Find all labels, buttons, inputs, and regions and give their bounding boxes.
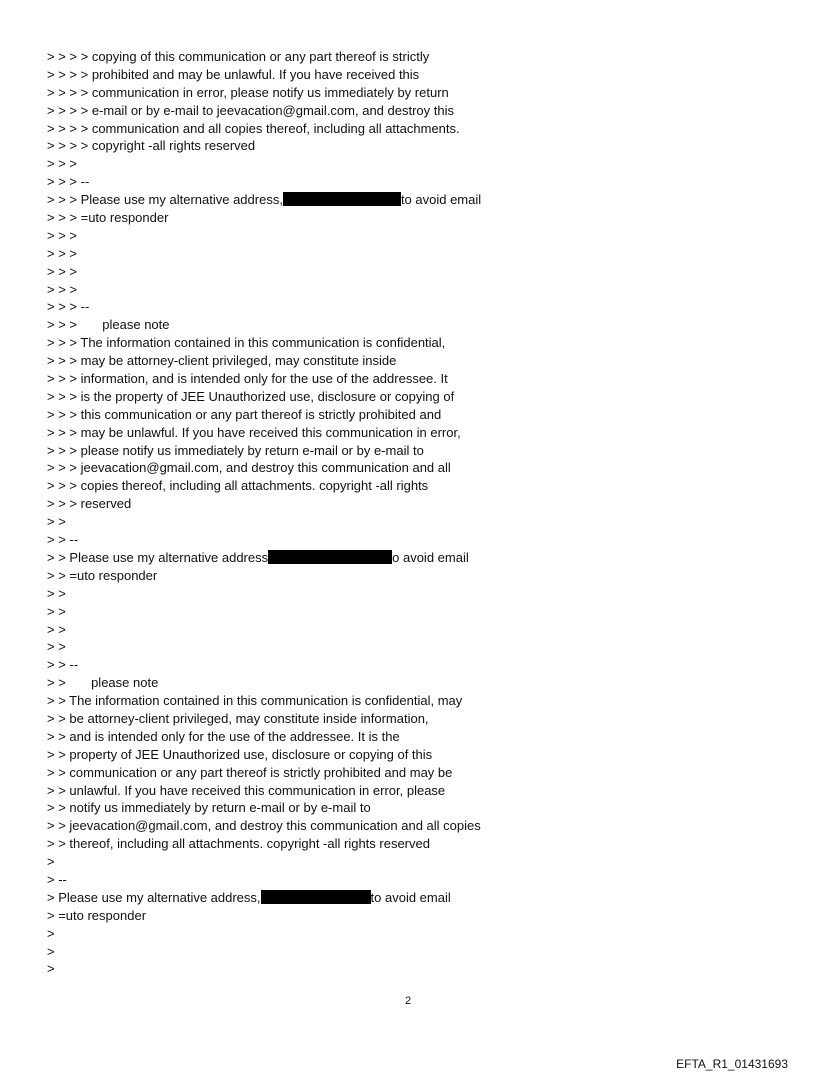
line-text-before-redaction: > Please use my alternative address,	[47, 889, 261, 905]
email-body	[47, 48, 787, 978]
text-line: > > > copies thereof, including all attachments. copyright -all rights	[47, 478, 429, 494]
text-line	[47, 191, 787, 209]
text-line: > > > > e-mail or by e-mail to jeevacation@gmail.com, and destroy this	[47, 102, 454, 118]
redaction-block	[268, 550, 392, 564]
text-line: > > >	[47, 156, 77, 172]
text-line: >	[47, 943, 55, 959]
text-line: > > > --	[47, 174, 90, 190]
text-line: > > >	[47, 245, 77, 261]
line-text-before-redaction: > > Please use my alternative address	[47, 549, 269, 565]
text-line: > > > reserved	[47, 496, 132, 512]
page-number: 2	[404, 995, 412, 1007]
text-line: > >	[47, 585, 66, 601]
text-line: >	[47, 925, 55, 941]
text-line: > > notify us immediately by return e-mail or by e-mail to	[47, 800, 371, 816]
redaction-block	[261, 890, 371, 904]
text-line: > > --	[47, 657, 79, 673]
text-line: > > The information contained in this communication is confidential, may	[47, 693, 463, 709]
redaction-block	[283, 192, 401, 206]
line-text-before-redaction: > > > Please use my alternative address,	[47, 192, 283, 208]
text-line: > > >	[47, 227, 77, 243]
text-line: > --	[47, 871, 67, 887]
text-line: > > communication or any part thereof is strictly prohibited and may be	[47, 764, 453, 780]
text-line: > > > jeevacation@gmail.com, and destroy this communication and all	[47, 460, 451, 476]
line-text-after-redaction: o avoid email	[392, 549, 469, 565]
text-line: > > please note	[47, 675, 159, 691]
document-id: EFTA_R1_01431693	[676, 1057, 788, 1071]
line-text-after-redaction: to avoid email	[400, 192, 482, 208]
text-line: > > > please note	[47, 317, 170, 333]
text-line: >	[47, 961, 55, 977]
text-line	[47, 889, 787, 907]
text-line: > > jeevacation@gmail.com, and destroy this communication and all copies	[47, 818, 481, 834]
text-line: > =uto responder	[47, 907, 147, 923]
text-line: > > > --	[47, 299, 90, 315]
text-line: > >	[47, 621, 66, 637]
text-line: > > thereof, including all attachments. copyright -all rights reserved	[47, 836, 430, 852]
text-line: > > > > communication and all copies thereof, including all attachments.	[47, 120, 460, 136]
text-line: > > unlawful. If you have received this communication in error, please	[47, 782, 446, 798]
text-line: > > > please notify us immediately by return e-mail or by e-mail to	[47, 442, 424, 458]
text-line: > > >	[47, 281, 77, 297]
text-line: > > > > communication in error, please notify us immediately by return	[47, 84, 449, 100]
text-line: > > > > prohibited and may be unlawful. If you have received this	[47, 66, 420, 82]
text-line: > > and is intended only for the use of the addressee. It is the	[47, 728, 400, 744]
text-line: > > > is the property of JEE Unauthorized use, disclosure or copying of	[47, 388, 455, 404]
text-line: > >	[47, 514, 66, 530]
text-line: > > property of JEE Unauthorized use, disclosure or copying of this	[47, 746, 433, 762]
text-line: > > > may be attorney-client privileged, may constitute inside	[47, 353, 397, 369]
text-line: > > >	[47, 263, 77, 279]
text-line: > > be attorney-client privileged, may constitute inside information,	[47, 710, 429, 726]
text-line: > > =uto responder	[47, 567, 158, 583]
text-line: > > --	[47, 532, 79, 548]
text-line: > > > may be unlawful. If you have received this communication in error,	[47, 424, 461, 440]
text-line: > >	[47, 639, 66, 655]
text-line: > > > this communication or any part thereof is strictly prohibited and	[47, 406, 442, 422]
text-line: > > > =uto responder	[47, 210, 169, 226]
text-line: > > > The information contained in this communication is confidential,	[47, 335, 446, 351]
text-line: > > > > copying of this communication or any part thereof is strictly	[47, 49, 430, 64]
text-line: > >	[47, 603, 66, 619]
text-line: > > > > copyright -all rights reserved	[47, 138, 256, 154]
text-line: > > > information, and is intended only for the use of the addressee. It	[47, 371, 448, 387]
text-line: >	[47, 854, 55, 870]
text-line	[47, 549, 787, 567]
line-text-after-redaction: to avoid email	[370, 889, 451, 905]
